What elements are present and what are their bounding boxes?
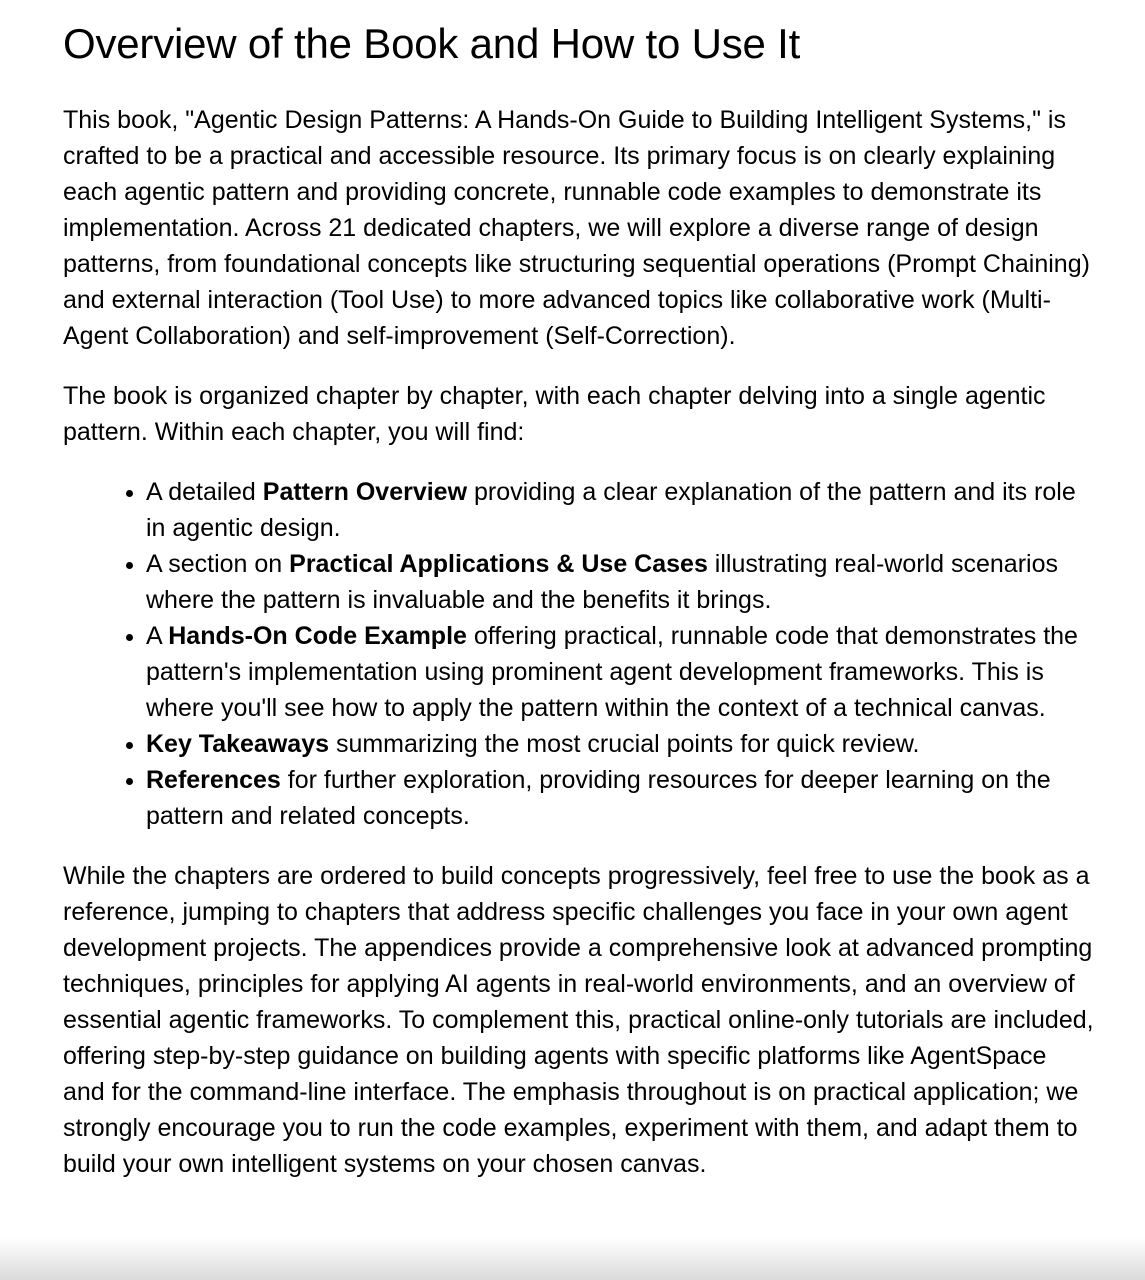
page-title: Overview of the Book and How to Use It [63, 20, 801, 67]
list-item-text: A detailed [146, 478, 263, 506]
list-item-text: for further exploration, providing resources for deeper learning on the pattern and related concepts. [146, 766, 1051, 830]
list-item-text: summarizing the most crucial points for quick review. [329, 730, 920, 758]
list-item-bold: References [146, 766, 281, 794]
list-item-bold: Key Takeaways [146, 730, 329, 758]
list-item-bold: Practical Applications & Use Cases [289, 550, 708, 578]
list-item-text: illustrating real-world scenarios where the pattern is invaluable and the benefits it brings. [146, 550, 1058, 614]
paragraph-intro: This book, "Agentic Design Patterns: A Hands-On Guide to Building Intelligent Systems," is crafted to be a practical and accessible resource. Its primary focus is on clearly explaining each agentic pattern and providing concrete, runnable code examples to demonstrate its implementation. Across 21 dedicated chapters, we will explore a diverse range of design patterns, from foundational concepts like structuring sequential operations (Prompt Chaining) and external interaction (Tool Use) to more advanced topics like collaborative work (Multi-Agent Collaboration) and self-improvement (Self-Correction). [63, 106, 1090, 350]
paragraph-usage: While the chapters are ordered to build concepts progressively, feel free to use the book as a reference, jumping to chapters that address specific challenges you face in your own agent development projects. The appendices provide a comprehensive look at advanced prompting techniques, principles for applying AI agents in real-world environments, and an overview of essential agentic frameworks. To complement this, practical online-only tutorials are included, offering step-by-step guidance on building agents with specific platforms like AgentSpace and for the command-line interface. The emphasis throughout is on practical application; we strongly encourage you to run the code examples, experiment with them, and adapt them to build your own intelligent systems on your chosen canvas. [63, 862, 1094, 1178]
list-item-bold: Pattern Overview [262, 478, 468, 506]
list-item-text: A [146, 622, 169, 650]
list-item-practical-applications [146, 546, 1095, 618]
list-item-bold: Hands-On Code Example [168, 622, 467, 650]
list-item-pattern-overview [146, 474, 1095, 546]
list-item-hands-on-code [146, 618, 1095, 726]
list-item-text: offering practical, runnable code that demonstrates the pattern's implementation using prominent agent development frameworks. This is where you'll see how to apply the pattern within the context of a technical canvas. [146, 622, 1078, 722]
paragraph-organization: The book is organized chapter by chapter, with each chapter delving into a single agentic pattern. Within each chapter, you will find: [63, 382, 1046, 446]
list-item-references [146, 762, 1095, 834]
list-item-text: A section on [146, 550, 290, 578]
list-item-key-takeaways [146, 726, 1095, 762]
list-item-text: providing a clear explanation of the pattern and its role in agentic design. [146, 478, 1076, 542]
chapter-contents-list [63, 474, 1095, 834]
page-bottom-fade [0, 1238, 1145, 1280]
